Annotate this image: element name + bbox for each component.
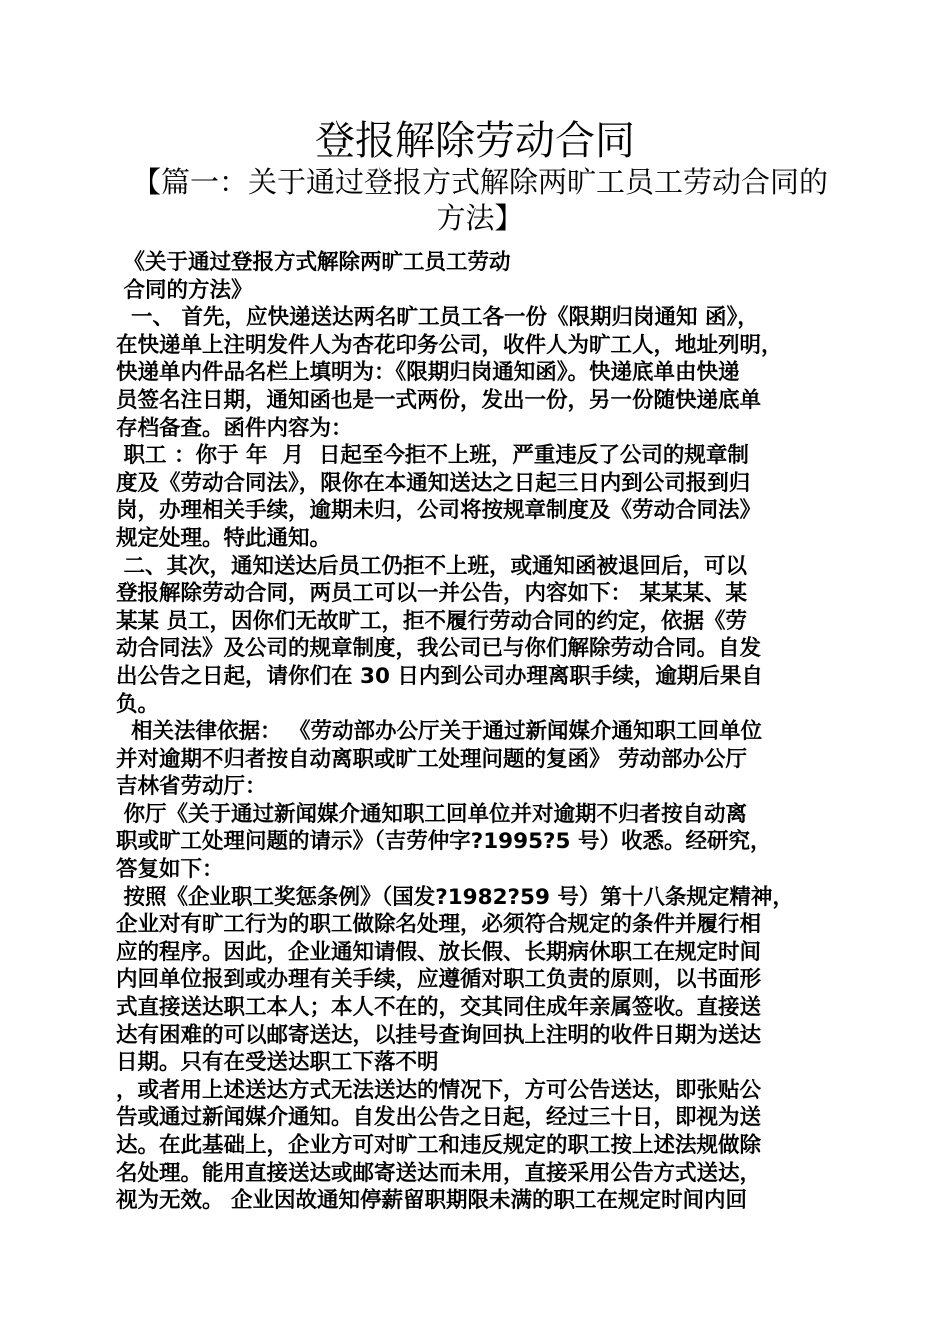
document-title: 登报解除劳动合同	[315, 118, 635, 164]
body-text-line: 合同的方法》	[116, 277, 253, 303]
body-text-line: 职工 ：你于 年 月 日起至今拒不上班，严重违反了公司的规章制	[116, 443, 749, 469]
subtitle-line: 【篇一：关于通过登报方式解除两旷工员工劳动合同的	[131, 165, 828, 199]
body-text-line: 吉林省劳动厅：	[116, 774, 267, 800]
body-text-line: 登报解除劳动合同，两员工可以一并公告，内容如下： 某某某、某	[116, 581, 747, 607]
body-text-line: 某某 员工，因你们无故旷工，拒不履行劳动合同的约定，依据《劳	[116, 608, 747, 634]
body-text-line: 存档备查。函件内容为：	[116, 415, 353, 441]
body-text-line: 员签名注日期，通知函也是一式两份，发出一份，另一份随快递底单	[116, 387, 762, 413]
body-text-line: 在快递单上注明发件人为杏花印务公司，收件人为旷工人，地址列明，	[116, 332, 783, 358]
body-text-line: 规定处理。特此通知。	[116, 525, 332, 551]
body-text-line: 你厅《关于通过新闻媒介通知职工回单位并对逾期不归者按自动离	[116, 801, 747, 827]
body-text-line: 日期。只有在受送达职工下落不明	[116, 1050, 439, 1076]
body-text-line: 一、 首先，应快递送达两名旷工员工各一份《限期归岗通知 函》，	[116, 305, 759, 331]
body-text-line: 负。	[116, 691, 160, 717]
body-text-line: 达。在此基础上，企业方可对旷工和违反规定的职工按上述法规做除	[116, 1133, 762, 1158]
body-text-line: 职或旷工处理问题的请示》（吉劳仲字?1995?5 号）收悉。经研究，	[116, 829, 772, 855]
body-text-line: 并对逾期不归者按自动离职或旷工处理问题的复函》 劳动部办公厅	[116, 746, 747, 772]
body-text-line: 相关法律依据： 《劳动部办公厅关于通过新闻媒介通知职工回单位	[116, 719, 762, 745]
body-text-line: 按照《企业职工奖惩条例》（国发?1982?59 号）第十八条规定精神，	[116, 884, 794, 910]
document-body	[116, 249, 846, 1215]
subtitle-line: 方法】	[436, 201, 524, 235]
body-text-line: ，或者用上述送达方式无法送达的情况下，方可公告送达，即张贴公	[116, 1077, 762, 1103]
document-subtitle	[120, 164, 840, 236]
body-text-line: 视为无效。 企业因故通知停薪留职期限未满的职工在规定时间内回	[116, 1188, 747, 1214]
body-text-line: 动合同法》及公司的规章制度，我公司已与你们解除劳动合同。自发	[116, 636, 762, 662]
body-text-line: 快递单内件品名栏上填明为：《限期归岗通知函》。快递底单由快递	[116, 360, 740, 386]
body-text-line: 岗，办理相关手续，逾期未归，公司将按规章制度及《劳动合同法》	[116, 498, 762, 524]
body-text-line: 二、其次，通知送达后员工仍拒不上班，或通知函被退回后，可以	[116, 553, 747, 579]
body-text-line: 内回单位报到或办理有关手续，应遵循对职工负责的原则，以书面形	[116, 967, 762, 993]
body-text-line: 应的程序。因此，企业通知请假、放长假、长期病休职工在规定时间	[116, 939, 762, 965]
body-text-line: 企业对有旷工行为的职工做除名处理，必须符合规定的条件并履行相	[116, 912, 762, 938]
body-text-line: 度及《劳动合同法》，限你在本通知送达之日起三日内到公司报到归	[116, 470, 751, 496]
body-text-line: 达有困难的可以邮寄送达，以挂号查询回执上注明的收件日期为送达	[116, 1022, 762, 1048]
body-text-line: 名处理。能用直接送达或邮寄送达而未用，直接采用公告方式送达，	[116, 1160, 762, 1186]
body-text-line: 出公告之日起，请你们在 30 日内到公司办理离职手续，逾期后果自	[116, 663, 763, 689]
body-text-line: 答复如下：	[116, 857, 224, 883]
body-text-line: 式直接送达职工本人；本人不在的，交其同住成年亲属签收。直接送	[116, 995, 762, 1021]
body-text-line: 告或通过新闻媒介通知。自发出公告之日起，经过三十日，即视为送	[116, 1105, 762, 1131]
body-text-line: 《关于通过登报方式解除两旷工员工劳动	[116, 250, 511, 275]
